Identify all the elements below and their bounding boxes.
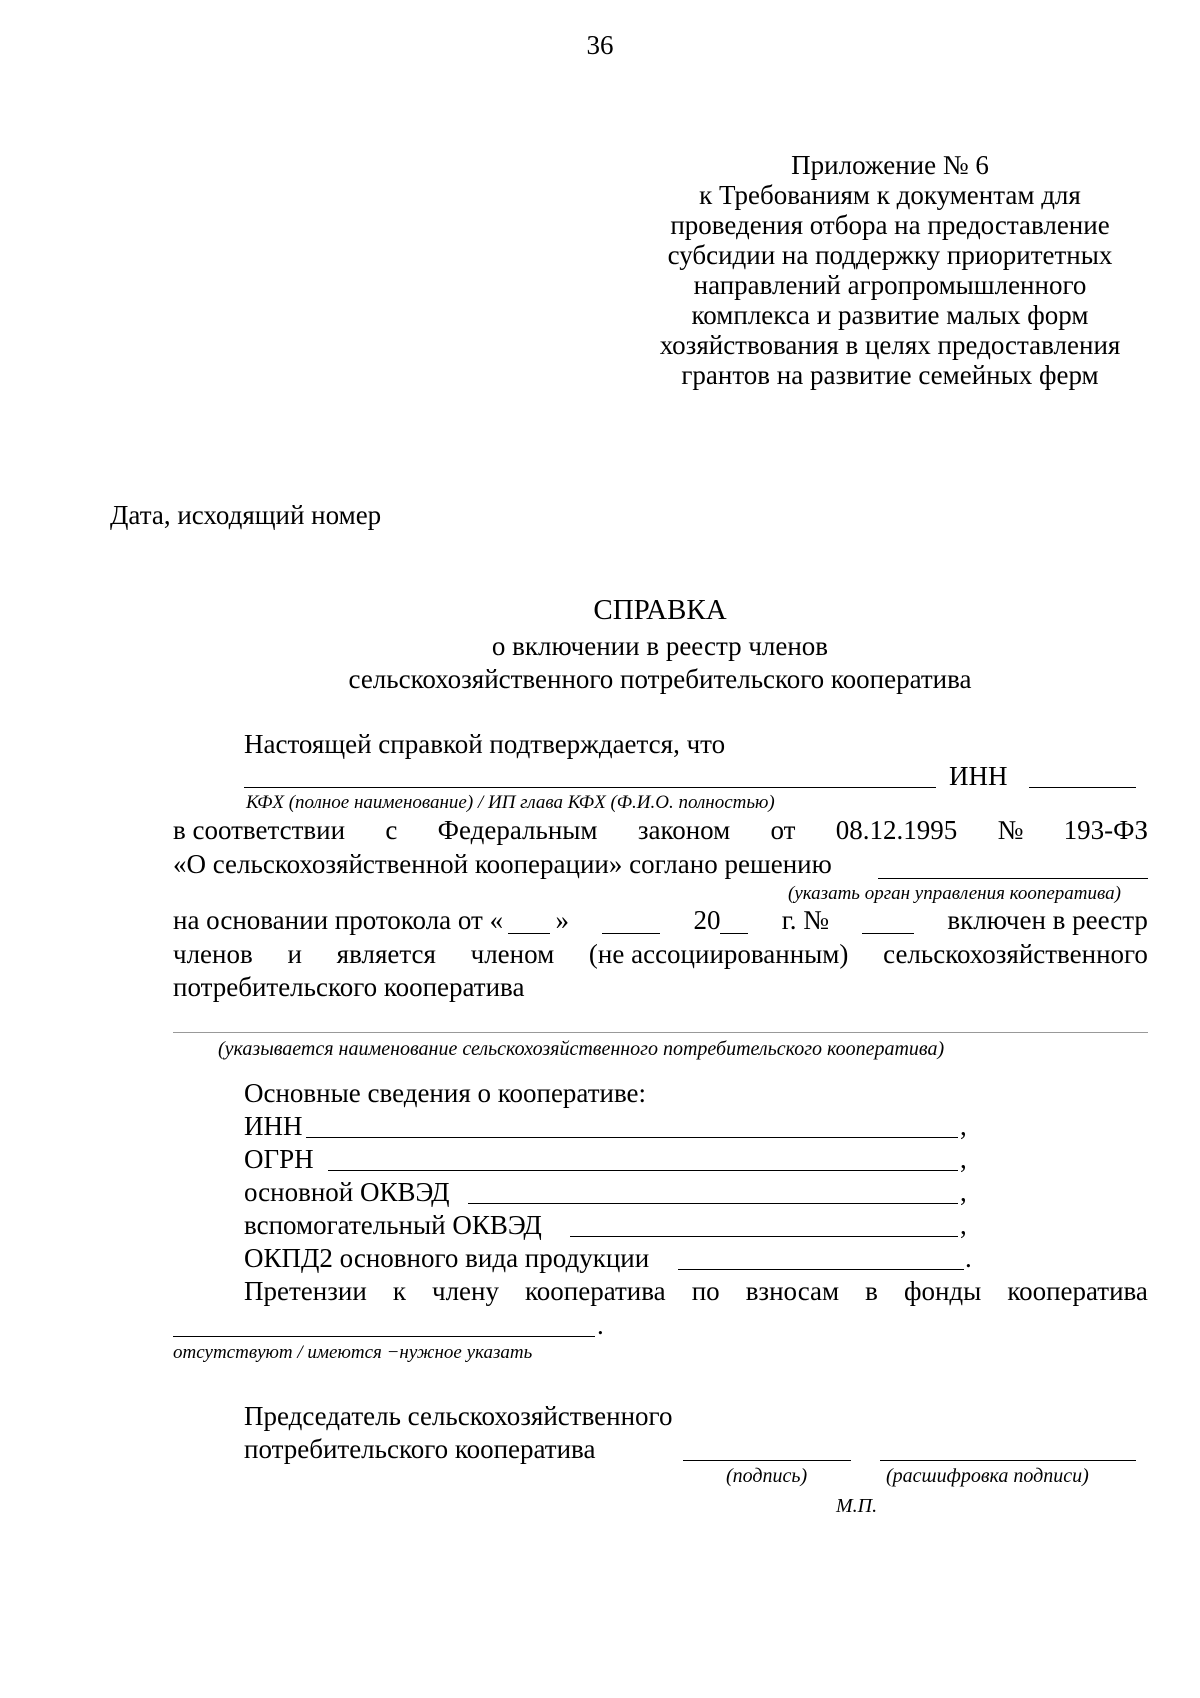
protocol-year-field[interactable] bbox=[720, 907, 748, 934]
protocol-day-field[interactable] bbox=[508, 907, 550, 934]
claims-word: в bbox=[865, 1276, 878, 1306]
kfh-inn-field[interactable] bbox=[1029, 787, 1136, 788]
claims-line bbox=[244, 1278, 1148, 1305]
protocol-text: г. № bbox=[781, 905, 829, 935]
info-ogrn-label: ОГРН bbox=[244, 1144, 314, 1174]
signature-decode-field[interactable] bbox=[880, 1460, 1136, 1461]
claims-word: кооператива bbox=[525, 1276, 666, 1306]
kfh-name-field[interactable] bbox=[244, 787, 936, 788]
appendix-line: к Требованиям к документам для bbox=[699, 180, 1081, 210]
info-okved-main-label: основной ОКВЭД bbox=[244, 1177, 450, 1207]
law-word: с bbox=[385, 815, 398, 845]
protocol-text: на основании протокола от « bbox=[173, 905, 504, 935]
info-inn-label: ИНН bbox=[244, 1111, 303, 1141]
law-line-2: «О сельскохозяйственной кооперации» соглано решению bbox=[173, 849, 832, 879]
period: . bbox=[597, 1310, 604, 1340]
protocol-line bbox=[173, 907, 1148, 934]
appendix-line: хозяйствования в целях предоставления bbox=[659, 330, 1121, 360]
info-okpd2-field[interactable] bbox=[678, 1269, 964, 1270]
member-word: членом bbox=[470, 939, 555, 969]
page-number: 36 bbox=[586, 30, 614, 60]
decision-organ-field[interactable] bbox=[878, 878, 1148, 879]
claims-word: Претензии bbox=[244, 1276, 367, 1306]
appendix-line: Приложение № 6 bbox=[791, 150, 989, 180]
law-word: Федеральным bbox=[437, 815, 598, 845]
member-word: сельскохозяйственного bbox=[883, 939, 1148, 969]
member-line bbox=[173, 941, 1148, 968]
member-word: и bbox=[287, 939, 302, 969]
document-subtitle: о включении в реестр членов bbox=[491, 631, 829, 661]
info-inn-field[interactable] bbox=[306, 1137, 958, 1138]
protocol-text: 20 bbox=[693, 905, 721, 935]
date-label: Дата, исходящий номер bbox=[110, 500, 382, 530]
claims-word: взносам bbox=[745, 1276, 840, 1306]
claims-word: члену bbox=[432, 1276, 499, 1306]
law-word: № bbox=[997, 815, 1024, 845]
signature-caption: (подпись) bbox=[726, 1465, 808, 1487]
comma: , bbox=[960, 1111, 967, 1141]
claims-word: к bbox=[392, 1276, 406, 1306]
law-word: 08.12.1995 bbox=[835, 815, 958, 845]
claims-caption: отсутствуют / имеются −нужное указать bbox=[173, 1342, 533, 1363]
protocol-number-field[interactable] bbox=[862, 907, 914, 934]
comma: , bbox=[960, 1177, 967, 1207]
claims-field[interactable] bbox=[173, 1336, 595, 1337]
claims-word: фонды bbox=[903, 1276, 982, 1306]
info-okved-main-field[interactable] bbox=[468, 1203, 958, 1204]
body-last-line: потребительского кооператива bbox=[173, 972, 525, 1002]
comma: , bbox=[960, 1144, 967, 1174]
info-okpd2-label: ОКПД2 основного вида продукции bbox=[244, 1243, 650, 1273]
appendix-block bbox=[620, 150, 1160, 390]
law-word: в соответствии bbox=[173, 815, 346, 845]
claims-word: кооператива bbox=[1007, 1276, 1148, 1306]
protocol-month-field[interactable] bbox=[602, 907, 660, 934]
comma: , bbox=[960, 1210, 967, 1240]
member-word: членов bbox=[173, 939, 253, 969]
coop-name-field[interactable] bbox=[173, 1032, 1148, 1033]
appendix-line: направлений агропромышленного bbox=[693, 270, 1087, 300]
inn-label: ИНН bbox=[949, 761, 1008, 791]
stamp-mark: М.П. bbox=[836, 1495, 878, 1517]
appendix-line: субсидии на поддержку приоритетных bbox=[667, 240, 1113, 270]
signature-title: Председатель сельскохозяйственного bbox=[244, 1401, 673, 1431]
appendix-line: проведения отбора на предоставление bbox=[670, 210, 1110, 240]
law-word: законом bbox=[637, 815, 731, 845]
intro-text: Настоящей справкой подтверждается, что bbox=[244, 729, 726, 759]
law-word: от bbox=[770, 815, 796, 845]
kfh-caption: КФХ (полное наименование) / ИП глава КФХ (Ф.И.О. полностью) bbox=[246, 792, 775, 813]
appendix-line: комплекса и развитие малых форм bbox=[691, 300, 1089, 330]
claims-word: по bbox=[691, 1276, 720, 1306]
protocol-text: включен в реестр bbox=[947, 905, 1148, 935]
signature-field[interactable] bbox=[683, 1460, 851, 1461]
document-subtitle: сельскохозяйственного потребительского кооператива bbox=[348, 664, 972, 694]
signature-title: потребительского кооператива bbox=[244, 1434, 596, 1464]
period: . bbox=[965, 1243, 972, 1273]
coop-caption: (указывается наименование сельскохозяйственного потребительского кооператива) bbox=[218, 1038, 945, 1060]
member-word: (не ассоциированным) bbox=[588, 939, 849, 969]
info-heading: Основные сведения о кооперативе: bbox=[244, 1078, 647, 1108]
law-word: 193-ФЗ bbox=[1063, 815, 1148, 845]
decode-caption: (расшифровка подписи) bbox=[886, 1465, 1089, 1487]
member-word: является bbox=[336, 939, 436, 969]
protocol-year bbox=[693, 907, 748, 934]
protocol-text: » bbox=[555, 905, 570, 935]
law-line bbox=[173, 817, 1148, 844]
info-okved-aux-label: вспомогательный ОКВЭД bbox=[244, 1210, 542, 1240]
organ-caption: (указать орган управления кооператива) bbox=[788, 883, 1121, 904]
document-title: СПРАВКА bbox=[593, 594, 727, 626]
info-okved-aux-field[interactable] bbox=[570, 1236, 958, 1237]
appendix-line: грантов на развитие семейных ферм bbox=[681, 360, 1099, 390]
info-ogrn-field[interactable] bbox=[328, 1170, 958, 1171]
